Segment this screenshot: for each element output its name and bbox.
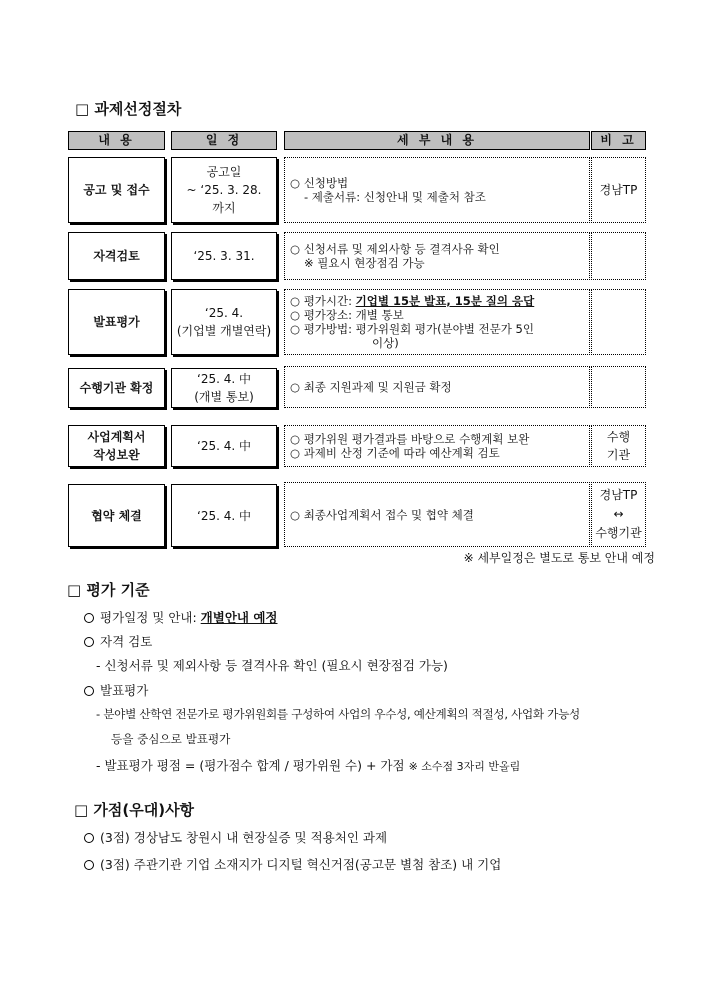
row-schedule-confirmation (171, 368, 277, 408)
note-line: 경남TP (599, 488, 638, 502)
criteria-eligibility-sub: - 신청서류 및 제외사항 등 결격사유 확인 (필요시 현장점검 가능) (96, 658, 448, 673)
label-line: 작성보완 (93, 448, 140, 462)
schedule-line: ‘25. 4. 中 (197, 372, 251, 386)
row-note-announcement (591, 157, 646, 223)
section-title-criteria: □ 평가 기준 (67, 581, 150, 599)
schedule-line: ‘25. 4. (204, 306, 244, 320)
detail-line: ○ 신청방법 (290, 176, 349, 190)
header-details: 세 부 내 용 (284, 131, 590, 150)
item-text: 자격 검토 (100, 634, 153, 649)
schedule-line: 공고일 (206, 165, 242, 179)
detail-line: ○ 과제비 산정 기준에 따라 예산계획 검토 (290, 446, 500, 460)
row-note-plan-revision (591, 425, 646, 467)
row-note-agreement (591, 482, 646, 547)
criteria-presentation-sub1: - 분야별 산학연 전문가로 평가위원회를 구성하여 사업의 우수성, 예산계획의 적절성, 사업화 가능성 (96, 707, 580, 721)
schedule-line: ~ ‘25. 3. 28. (186, 183, 262, 197)
detail-line: ○ 최종사업계획서 접수 및 협약 체결 (290, 507, 474, 522)
detail-line: ※ 필요시 현장점검 가능 (304, 256, 425, 270)
item-text: 발표평가 (100, 683, 149, 698)
note-line: ↔ (613, 507, 624, 521)
note-line: 수행기관 (595, 526, 642, 540)
criteria-presentation-sub1-cont: 등을 중심으로 발표평가 (111, 732, 231, 746)
row-label-agreement: 협약 체결 (68, 484, 165, 547)
circle-bullet-icon (84, 860, 94, 870)
detail-line: ○ 최종 지원과제 및 지원금 확정 (290, 380, 452, 394)
circle-bullet-icon (84, 613, 94, 623)
row-schedule-eligibility: ‘25. 3. 31. (171, 232, 277, 280)
row-note-eligibility (591, 232, 646, 280)
detail-line: ○ 신청서류 및 제외사항 등 결격사유 확인 (290, 242, 500, 256)
row-label-confirmation: 수행기관 확정 (68, 368, 165, 408)
detail-line (290, 294, 589, 308)
criteria-item-schedule (84, 608, 277, 626)
header-content: 내 용 (68, 131, 165, 150)
detail-line: - 제출서류: 신청안내 및 제출처 참조 (304, 190, 486, 204)
row-details-agreement (284, 482, 590, 547)
section-title-procedure: □ 과제선정절차 (75, 100, 182, 118)
row-label-plan-revision (68, 425, 165, 467)
note-line: 경남TP (599, 183, 638, 197)
criteria-item-presentation (84, 681, 148, 699)
row-details-eligibility (284, 232, 590, 280)
item-emphasis: 개별안내 예정 (200, 610, 278, 625)
rounding-note: ※ 소수점 3자리 반올림 (408, 760, 521, 773)
detail-line: ○ 평가장소: 개별 통보 (290, 308, 404, 322)
row-details-presentation (284, 289, 590, 355)
item-text: (3점) 주관기관 기업 소재지가 디지털 혁신거점(공고문 별첨 참조) 내 기업 (100, 857, 502, 872)
bonus-item-2 (84, 855, 501, 873)
section-title-bonus: □ 가점(우대)사항 (74, 801, 195, 819)
row-schedule-presentation (171, 289, 277, 355)
circle-bullet-icon (84, 833, 94, 843)
item-text: 평가일정 및 안내: (100, 610, 201, 625)
note-line: 기관 (606, 448, 631, 462)
schedule-line: 까지 (212, 201, 236, 215)
header-note: 비 고 (591, 131, 646, 150)
criteria-presentation-sub2 (96, 756, 520, 774)
row-label-presentation: 발표평가 (68, 289, 165, 355)
bonus-item-1 (84, 828, 387, 846)
criteria-item-eligibility (84, 632, 152, 650)
row-note-confirmation (591, 366, 646, 408)
circle-bullet-icon (84, 686, 94, 696)
detail-line: ○ 평가방법: 평가위원회 평가(분야별 전문가 5인 (290, 322, 534, 336)
detail-prefix: ○ 평가시간: (290, 294, 356, 308)
item-text: (3점) 경상남도 창원시 내 현장실증 및 적용처인 과제 (100, 830, 388, 845)
row-details-plan-revision (284, 425, 590, 467)
circle-bullet-icon (84, 637, 94, 647)
detail-line: ○ 평가위원 평가결과를 바탕으로 수행계획 보완 (290, 432, 530, 446)
label-line: 사업계획서 (87, 430, 146, 444)
header-schedule: 일 정 (171, 131, 277, 150)
row-schedule-plan-revision: ‘25. 4. 中 (171, 425, 277, 467)
schedule-line: (개별 통보) (194, 390, 254, 404)
row-note-presentation (591, 289, 646, 355)
row-schedule-agreement: ‘25. 4. 中 (171, 484, 277, 547)
row-label-announcement: 공고 및 접수 (68, 157, 165, 223)
row-schedule-announcement (171, 157, 277, 223)
row-label-eligibility: 자격검토 (68, 232, 165, 280)
detail-emphasis: 기업별 15분 발표, 15분 질의 응답 (355, 294, 535, 308)
schedule-footnote: ※ 세부일정은 별도로 통보 안내 예정 (463, 551, 655, 565)
row-details-confirmation (284, 366, 590, 408)
row-details-announcement (284, 157, 590, 223)
note-line: 수행 (606, 430, 631, 444)
formula-text: - 발표평가 평점 = (평가점수 합계 / 평가위원 수) + 가점 (96, 758, 405, 773)
schedule-line: (기업별 개별연락) (176, 324, 272, 338)
detail-line: 이상) (372, 336, 399, 350)
